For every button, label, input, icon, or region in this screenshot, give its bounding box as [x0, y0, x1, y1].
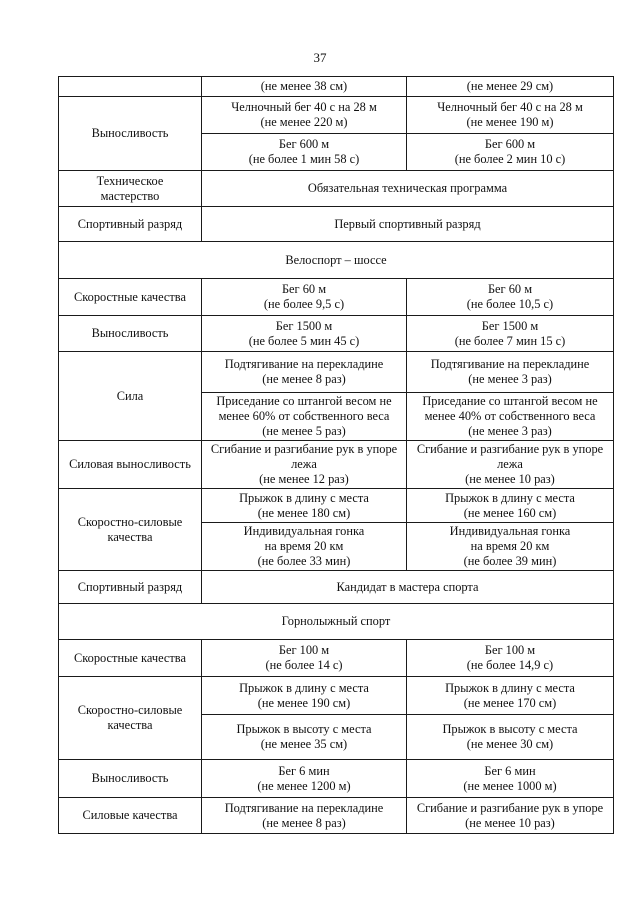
table-row [59, 798, 614, 834]
label-cell-strength-endurance: Силовая выносливость [59, 441, 202, 489]
label-cell [59, 77, 202, 97]
standard-cell: Бег 100 м (не более 14,9 с) [407, 640, 614, 677]
section-title-alpine-skiing: Горнолыжный спорт [59, 604, 614, 640]
standard-cell: Подтягивание на перекладине (не менее 3 раз) [407, 352, 614, 393]
table-row [59, 279, 614, 316]
table-row [59, 171, 614, 207]
standard-cell: Сгибание и разгибание рук в упоре лежа (не менее 12 раз) [202, 441, 407, 489]
table-row [59, 677, 614, 715]
standard-cell: Сгибание и разгибание рук в упоре лежа (не менее 10 раз) [407, 441, 614, 489]
standard-cell: Челночный бег 40 с на 28 м (не менее 190 м) [407, 97, 614, 134]
label-cell-speed-strength: Скоростно-силовые качества [59, 489, 202, 571]
standard-cell: Прыжок в длину с места (не менее 170 см) [407, 677, 614, 715]
standard-cell: Бег 600 м (не более 2 мин 10 с) [407, 134, 614, 171]
standard-cell: Прыжок в длину с места (не менее 180 см) [202, 489, 407, 523]
standard-cell: Индивидуальная гонка на время 20 км (не более 33 мин) [202, 523, 407, 571]
table-row [59, 640, 614, 677]
label-cell-endurance: Выносливость [59, 760, 202, 798]
table-row [59, 760, 614, 798]
table-row [59, 316, 614, 352]
label-cell-speed: Скоростные качества [59, 279, 202, 316]
standard-cell: Индивидуальная гонка на время 20 км (не более 39 мин) [407, 523, 614, 571]
standard-cell: Подтягивание на перекладине (не менее 8 раз) [202, 352, 407, 393]
label-cell-speed: Скоростные качества [59, 640, 202, 677]
label-cell-endurance: Выносливость [59, 316, 202, 352]
label-cell-rank: Спортивный разряд [59, 207, 202, 242]
standard-cell: Прыжок в высоту с места (не менее 35 см) [202, 715, 407, 760]
table-row [59, 77, 614, 97]
section-title-road-cycling: Велоспорт – шоссе [59, 242, 614, 279]
standards-table [58, 76, 614, 834]
standard-cell: Прыжок в длину с места (не менее 160 см) [407, 489, 614, 523]
merged-value-cell: Кандидат в мастера спорта [202, 571, 614, 604]
standard-cell: Прыжок в высоту с места (не менее 30 см) [407, 715, 614, 760]
standard-cell: Бег 6 мин (не менее 1000 м) [407, 760, 614, 798]
standard-cell: Бег 6 мин (не менее 1200 м) [202, 760, 407, 798]
label-cell-strength: Сила [59, 352, 202, 441]
table-row [59, 489, 614, 523]
standard-cell: Бег 600 м (не более 1 мин 58 с) [202, 134, 407, 171]
table-row [59, 571, 614, 604]
standard-cell: Бег 1500 м (не более 7 мин 15 с) [407, 316, 614, 352]
label-cell-strength-qualities: Силовые качества [59, 798, 202, 834]
page-number: 37 [313, 50, 327, 65]
label-cell-technique: Техническое мастерство [59, 171, 202, 207]
standard-cell: Бег 60 м (не более 10,5 с) [407, 279, 614, 316]
standard-cell: (не менее 38 см) [202, 77, 407, 97]
table-row [59, 207, 614, 242]
merged-value-cell: Обязательная техническая программа [202, 171, 614, 207]
standard-cell: Сгибание и разгибание рук в упоре (не менее 10 раз) [407, 798, 614, 834]
table-row [59, 441, 614, 489]
standard-cell: Бег 100 м (не более 14 с) [202, 640, 407, 677]
standard-cell: Приседание со штангой весом не менее 40% от собственного веса (не менее 3 раз) [407, 393, 614, 441]
standard-cell: Подтягивание на перекладине (не менее 8 раз) [202, 798, 407, 834]
table-row [59, 97, 614, 134]
standard-cell: Челночный бег 40 с на 28 м (не менее 220 м) [202, 97, 407, 134]
standard-cell: Прыжок в длину с места (не менее 190 см) [202, 677, 407, 715]
merged-value-cell: Первый спортивный разряд [202, 207, 614, 242]
label-cell-rank: Спортивный разряд [59, 571, 202, 604]
standard-cell: Бег 60 м (не более 9,5 с) [202, 279, 407, 316]
label-cell-speed-strength: Скоростно-силовые качества [59, 677, 202, 760]
standard-cell: (не менее 29 см) [407, 77, 614, 97]
standard-cell: Бег 1500 м (не более 5 мин 45 с) [202, 316, 407, 352]
section-row [59, 242, 614, 279]
section-row [59, 604, 614, 640]
label-cell-endurance: Выносливость [59, 97, 202, 171]
table-row [59, 352, 614, 393]
standard-cell: Приседание со штангой весом не менее 60% от собственного веса (не менее 5 раз) [202, 393, 407, 441]
